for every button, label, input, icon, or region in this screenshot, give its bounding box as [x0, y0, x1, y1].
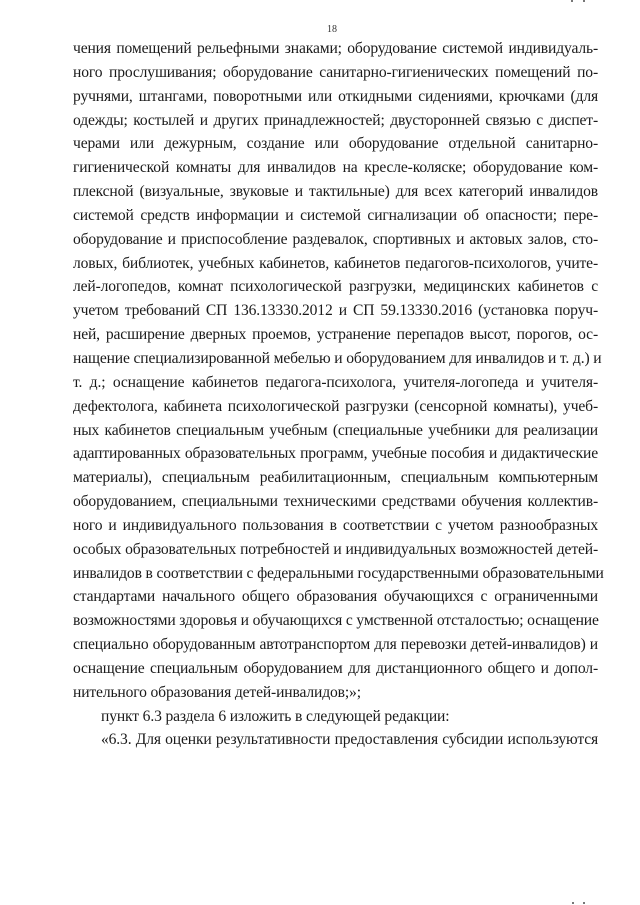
text-line: стандартами начального общего образования обучающихся с ограниченными [73, 588, 598, 606]
text-line: оборудование и приспособление раздевалок, спортивных и актовых залов, сто- [73, 230, 598, 248]
text-line: нительного образования детей-инвалидов;»; [73, 683, 361, 701]
text-line: нащение специализированной мебелью и оборудованием для инвалидов и т. д.) и [73, 349, 602, 367]
text-line: ловых, библиотек, учебных кабинетов, кабинетов педагогов-психологов, учите- [73, 254, 598, 272]
page-number: 18 [327, 24, 337, 35]
text-line: ного и индивидуального пользования в соответствии с учетом разнообразных [73, 516, 598, 534]
text-line: адаптированных образовательных программ, учебные пособия и дидактические [73, 445, 598, 463]
text-line: одежды; костылей и других принадлежностей; двусторонней связью с диспет- [73, 111, 598, 129]
text-line: инвалидов в соответствии с федеральными государственными образовательными [73, 564, 604, 582]
text-line: ручнями, штангами, поворотными или откидными сидениями, крючками (для [73, 87, 598, 105]
text-line: ней, расширение дверных проемов, устранение перепадов высот, порогов, ос- [73, 326, 598, 344]
text-line: материалы), специальным реабилитационным, специальным компьютерным [73, 469, 598, 487]
amendment-instruction: пункт 6.3 раздела 6 изложить в следующей редакции: [101, 707, 450, 725]
text-line: т. д.; оснащение кабинетов педагога-психолога, учителя-логопеда и учителя- [73, 373, 598, 391]
text-line: плексной (визуальные, звуковые и тактильные) для всех категорий инвалидов [73, 183, 598, 201]
text-line: лей-логопедов, комнат психологической разгрузки, медицинских кабинетов с [73, 278, 598, 296]
text-line: ного прослушивания; оборудование санитарно-гигиенических помещений по- [73, 63, 598, 81]
text-line: возможностями здоровья и обучающихся с умственной отсталостью; оснащение [73, 612, 599, 630]
text-line: системой средств информации и системой сигнализации об опасности; пере- [73, 206, 598, 224]
text-line: чения помещений рельефными знаками; оборудование системой индивидуаль- [73, 40, 598, 57]
text-line: ных кабинетов специальным учебным (специальные учебники для реализации [73, 421, 598, 439]
document-body [73, 37, 604, 752]
scan-artifact [572, 902, 574, 904]
text-line: специально оборудованным автотранспортом для перевозки детей-инвалидов) и [73, 636, 598, 654]
text-line: дефектолога, кабинета психологической разгрузки (сенсорной комнаты), учеб- [73, 397, 598, 415]
text-line: учетом требований СП 136.13330.2012 и СП 59.13330.2016 (установка поруч- [73, 302, 598, 320]
text-line: оборудованием, специальными техническими средствами обучения коллектив- [73, 493, 598, 511]
scan-artifact [571, 0, 573, 2]
text-line: оснащение специальным оборудованием для дистанционного общего и допол- [73, 659, 598, 677]
scan-artifact [583, 902, 585, 904]
text-line: особых образовательных потребностей и индивидуальных возможностей детей- [73, 540, 598, 558]
scan-artifact [583, 0, 585, 2]
text-line: гигиенической комнаты для инвалидов на кресле-коляске; оборудование ком- [73, 159, 598, 177]
section-6-3-start: «6.3. Для оценки результативности предоставления субсидии используются [101, 731, 598, 749]
text-line: черами или дежурным, создание или оборудование отдельной санитарно- [73, 135, 598, 153]
